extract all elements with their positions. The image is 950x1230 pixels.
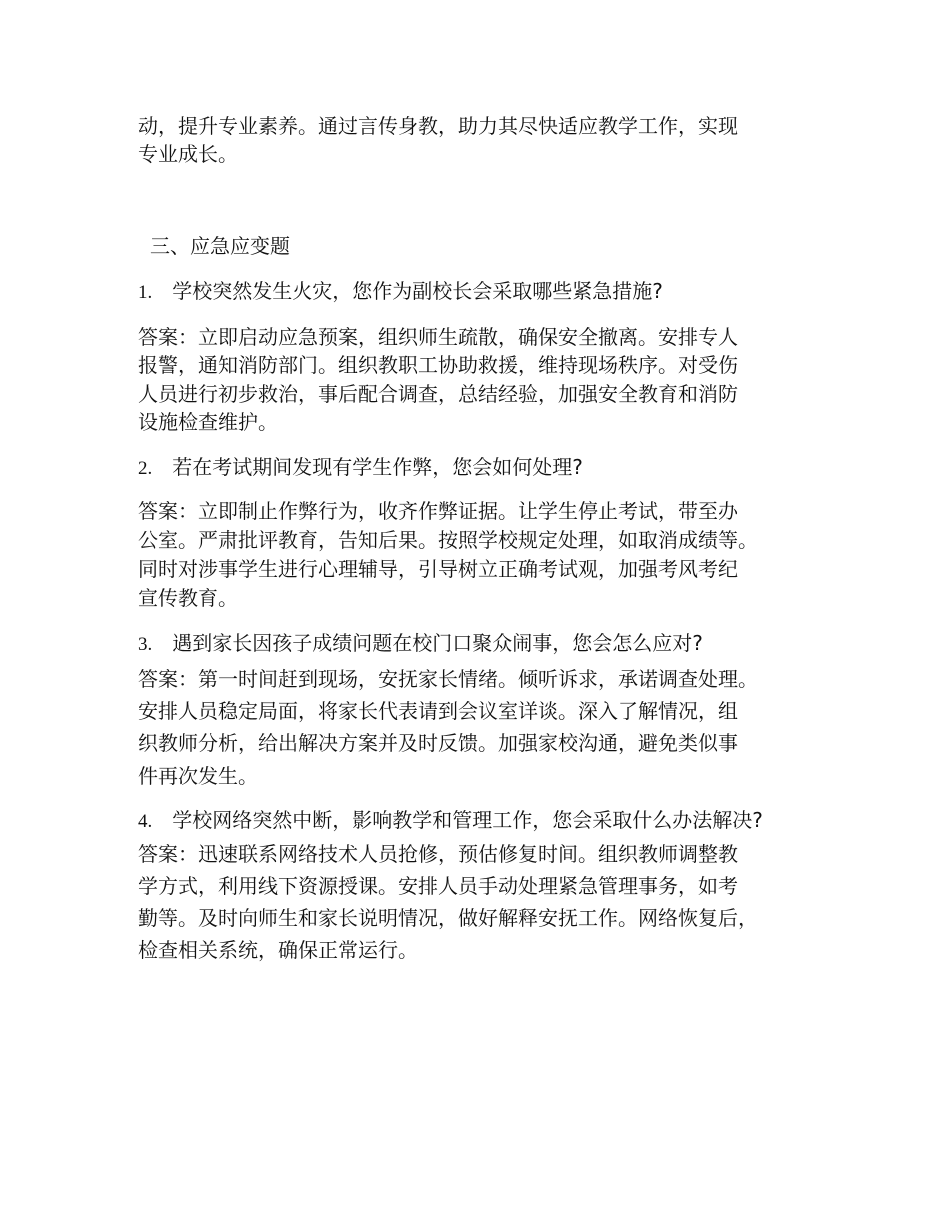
question-4 <box>138 806 763 836</box>
question-1-text: 学校突然发生火灾，您作为副校长会采取哪些紧急措施? <box>172 279 663 303</box>
answer-2-line-1: 答案：立即制止作弊行为，收齐作弊证据。让学生停止考试，带至办 <box>138 499 738 523</box>
question-2-number: 2. <box>138 458 153 479</box>
answer-2-line-4: 宣传教育。 <box>138 586 238 610</box>
question-4-text: 学校网络突然中断，影响教学和管理工作，您会采取什么办法解决? <box>172 808 763 832</box>
answer-2-line-3: 同时对涉事学生进行心理辅导，引导树立正确考试观，加强考风考纪 <box>138 557 738 581</box>
section-heading: 三、应急应变题 <box>150 234 290 258</box>
answer-1-line-2: 报警，通知消防部门。组织教职工协助救援，维持现场秩序。对受伤 <box>138 353 738 377</box>
answer-3-line-3: 织教师分析，给出解决方案并及时反馈。加强家校沟通，避免类似事 <box>138 731 738 755</box>
question-4-number: 4. <box>138 811 153 832</box>
question-3-number: 3. <box>138 634 153 655</box>
answer-4-line-3: 勤等。及时向师生和家长说明情况，做好解释安抚工作。网络恢复后， <box>138 906 758 930</box>
intro-line-1: 动，提升专业素养。通过言传身教，助力其尽快适应教学工作，实现 <box>138 114 738 138</box>
answer-1-line-1: 答案：立即启动应急预案，组织师生疏散，确保安全撤离。安排专人 <box>138 325 738 349</box>
answer-4-line-1: 答案：迅速联系网络技术人员抢修，预估修复时间。组织教师调整教 <box>138 842 738 866</box>
answer-4-line-2: 学方式，利用线下资源授课。安排人员手动处理紧急管理事务，如考 <box>138 874 738 898</box>
answer-3-line-4: 件再次发生。 <box>138 764 258 788</box>
answer-1-line-4: 设施检查维护。 <box>138 410 278 434</box>
question-2 <box>138 453 583 483</box>
answer-4-line-4: 检查相关系统，确保正常运行。 <box>138 938 418 962</box>
question-2-text: 若在考试期间发现有学生作弊，您会如何处理? <box>172 455 583 479</box>
answer-3-line-2: 安排人员稳定局面，将家长代表请到会议室详谈。深入了解情况，组 <box>138 699 738 723</box>
question-1-number: 1. <box>138 282 153 303</box>
question-1 <box>138 277 663 307</box>
question-3-text: 遇到家长因孩子成绩问题在校门口聚众闹事，您会怎么应对? <box>172 631 703 655</box>
answer-1-line-3: 人员进行初步救治，事后配合调查，总结经验，加强安全教育和消防 <box>138 382 738 406</box>
answer-2-line-2: 公室。严肃批评教育，告知后果。按照学校规定处理，如取消成绩等。 <box>138 528 758 552</box>
question-3 <box>138 629 703 659</box>
answer-3-line-1: 答案：第一时间赶到现场，安抚家长情绪。倾听诉求，承诺调查处理。 <box>138 667 758 691</box>
intro-line-2: 专业成长。 <box>138 142 238 166</box>
